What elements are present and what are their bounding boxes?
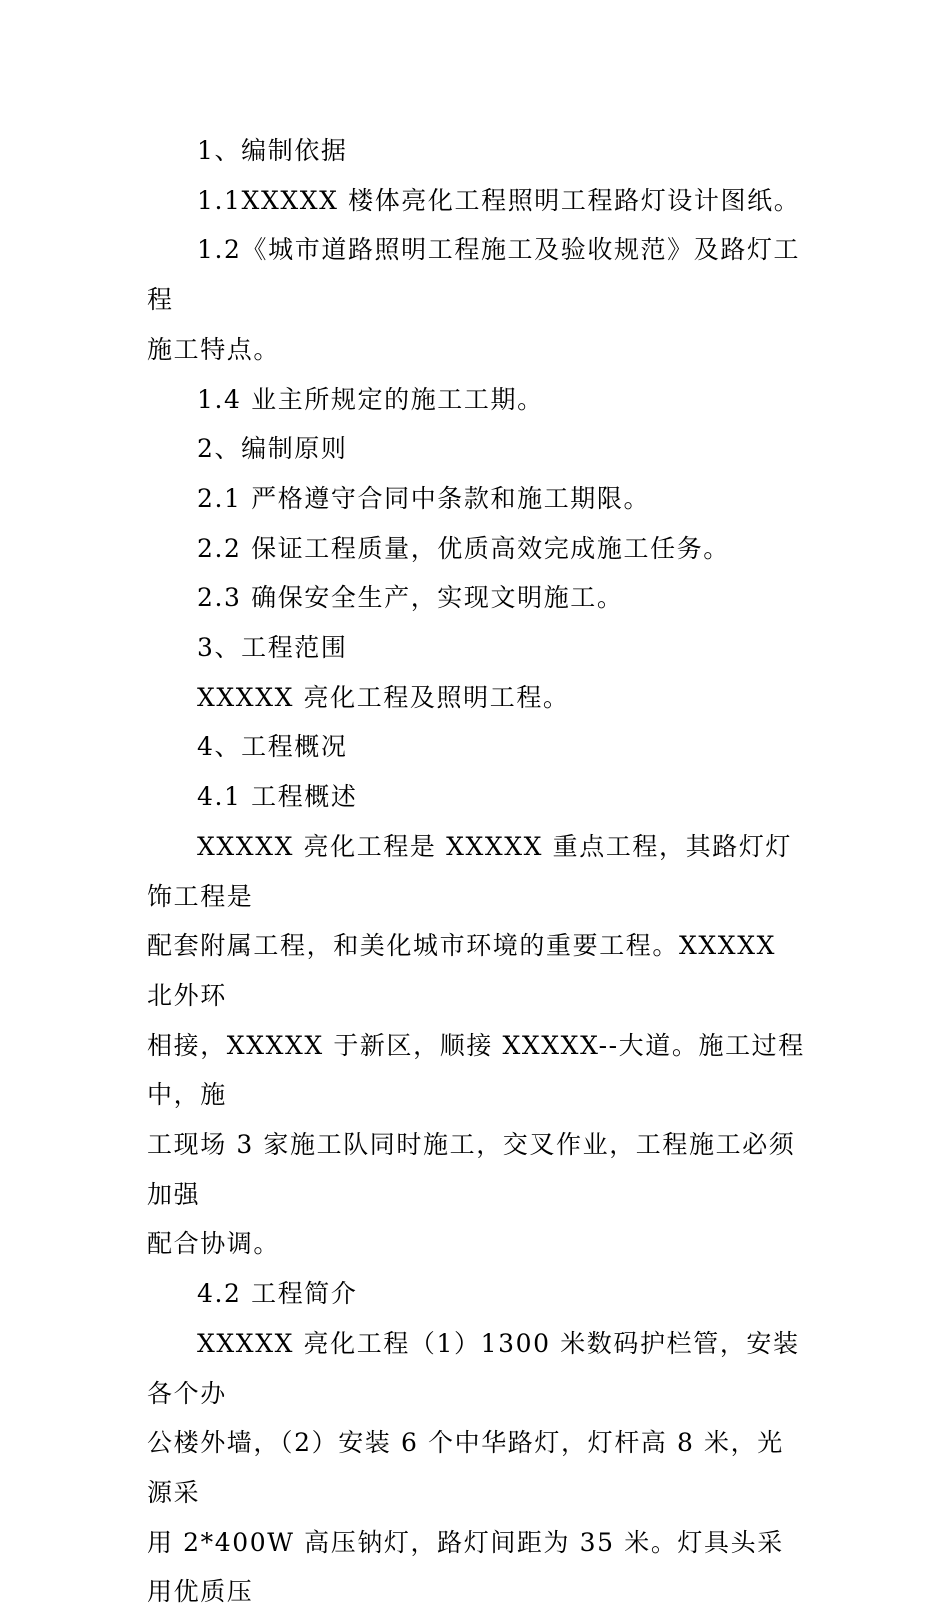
text-line: XXXXX 亮化工程是 XXXXX 重点工程，其路灯灯饰工程是 [147, 831, 793, 911]
document-page [147, 126, 807, 1617]
text-line: 1.4 业主所规定的施工工期。 [197, 384, 544, 414]
text-line: 2.1 严格遵守合同中条款和施工期限。 [197, 483, 651, 513]
paragraph [147, 126, 807, 176]
text-line: 4.2 工程简介 [197, 1279, 358, 1309]
text-line: 用 2*400W 高压钠灯，路灯间距为 35 米。灯具头采用优质压 [147, 1527, 784, 1607]
paragraph [147, 573, 807, 623]
text-line: 配合协调。 [147, 1229, 281, 1259]
text-line: 4.1 工程概述 [197, 782, 358, 812]
paragraph [147, 822, 807, 1269]
paragraph [147, 1269, 807, 1319]
text-line: 配套附属工程，和美化城市环境的重要工程。XXXXX 北外环 [147, 931, 776, 1010]
paragraph [147, 424, 807, 474]
paragraph [147, 524, 807, 574]
text-line: 4、工程概况 [197, 732, 348, 762]
text-line: 1、编制依据 [197, 136, 348, 165]
paragraph [147, 225, 807, 374]
paragraph [147, 623, 807, 673]
text-line: 公楼外墙，（2）安装 6 个中华路灯，灯杆高 8 米，光源采 [147, 1428, 784, 1507]
text-line: 2、编制原则 [197, 434, 348, 464]
text-line: 施工特点。 [147, 334, 281, 364]
paragraph [147, 772, 807, 822]
paragraph [147, 176, 807, 226]
text-line: 相接，XXXXX 于新区，顺接 XXXXX--大道。施工过程中，施 [147, 1030, 805, 1110]
text-line: 工现场 3 家施工队同时施工，交叉作业，工程施工必须加强 [147, 1130, 796, 1209]
paragraph [147, 722, 807, 772]
text-line: 1.2《城市道路照明工程施工及验收规范》及路灯工程 [147, 235, 801, 315]
paragraph [147, 375, 807, 425]
paragraph [147, 474, 807, 524]
text-line: 2.2 保证工程质量，优质高效完成施工任务。 [197, 533, 730, 563]
text-line: 2.3 确保安全生产，实现文明施工。 [197, 583, 624, 613]
text-line: 1.1XXXXX 楼体亮化工程照明工程路灯设计图纸。 [197, 185, 801, 215]
text-line: 3、工程范围 [197, 633, 348, 663]
paragraph [147, 1319, 807, 1617]
text-line: XXXXX 亮化工程及照明工程。 [197, 682, 570, 712]
paragraph [147, 673, 807, 723]
text-line: XXXXX 亮化工程（1）1300 米数码护栏管，安装各个办 [147, 1328, 800, 1408]
